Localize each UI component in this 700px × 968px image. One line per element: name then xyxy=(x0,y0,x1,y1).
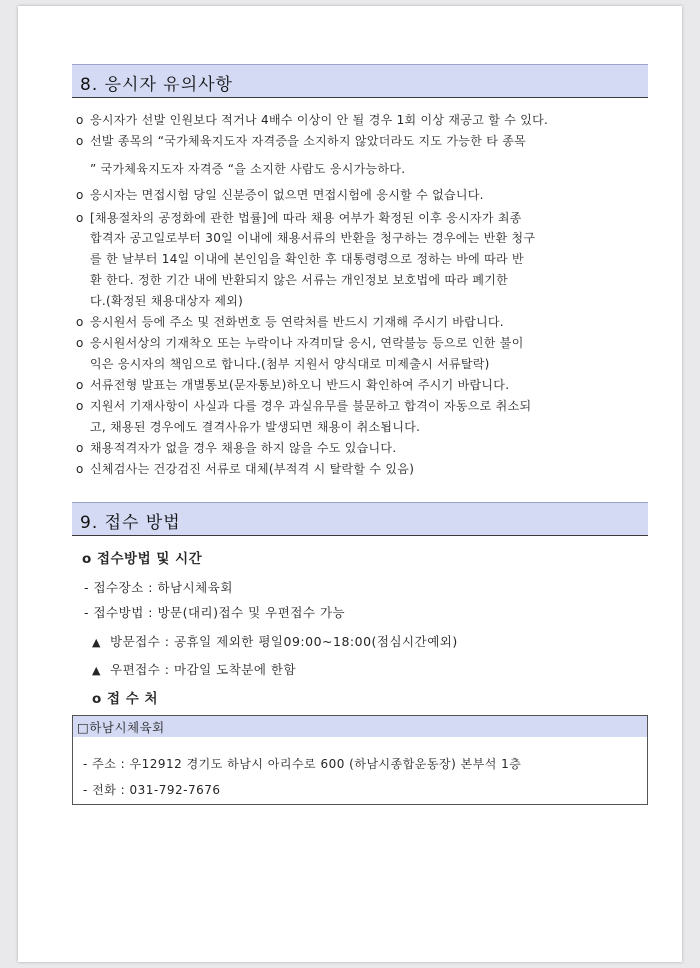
notice-line: o 서류전형 발표는 개별통보(문자통보)하오니 반드시 확인하여 주시기 바랍니다. xyxy=(76,378,510,392)
section-8-header xyxy=(72,64,648,98)
triangle-bullet-icon: ▲ xyxy=(92,636,101,649)
section-8-title: 8. 응시자 유의사항 xyxy=(80,75,233,95)
office-phone: - 전화 : 031-792-7676 xyxy=(83,783,221,797)
notice-line: o 응시원서 등에 주소 및 전화번호 등 연락처를 반드시 기재해 주시기 바랍니다. xyxy=(76,315,504,329)
notice-line: o 지원서 기재사항이 사실과 다를 경우 과실유무를 불문하고 합격이 자동으로 취소되 xyxy=(76,399,532,413)
notice-line: 합격자 공고일로부터 30일 이내에 채용서류의 반환을 청구하는 경우에는 반환 청구 xyxy=(90,231,536,245)
notice-line: o 응시자는 면접시험 당일 신분증이 없으면 면접시험에 응시할 수 없습니다. xyxy=(76,188,484,202)
reception-office-name: □하남시체육회 xyxy=(77,720,165,735)
notice-line: 고, 채용된 경우에도 결격사유가 발생되면 채용이 취소됩니다. xyxy=(90,420,421,434)
notice-line: o 선발 종목의 “국가체육지도자 자격증을 소지하지 않았더라도 지도 가능한 타 종목 xyxy=(76,134,526,148)
reception-office-title-bar xyxy=(73,716,647,737)
notice-line: o 채용적격자가 없을 경우 채용을 하지 않을 수도 있습니다. xyxy=(76,441,397,455)
notice-line: 익은 응시자의 책임으로 합니다.(첨부 지원서 양식대로 미제출시 서류탈락) xyxy=(90,357,490,371)
notice-line: o [채용절차의 공정화에 관한 법률]에 따라 채용 여부가 확정된 이후 응시자가 최종 xyxy=(76,211,522,225)
notice-line: 환 한다. 정한 기간 내에 반환되지 않은 서류는 개인정보 보호법에 따라 폐기한 xyxy=(90,273,509,287)
notice-line: ” 국가체육지도자 자격증 “을 소지한 사람도 응시가능하다. xyxy=(90,162,406,176)
mail-reception: ▲ 우편접수 : 마감일 도착분에 한함 xyxy=(92,659,296,682)
triangle-bullet-icon: ▲ xyxy=(92,664,101,677)
document-page xyxy=(18,6,682,962)
section-9-header xyxy=(72,502,648,536)
office-address: - 주소 : 우12912 경기도 하남시 아리수로 600 (하남시종합운동장) 본부석 1층 xyxy=(83,757,522,771)
reception-place: - 접수장소 : 하남시체육회 xyxy=(84,580,233,595)
notice-line: o 신체검사는 건강검진 서류로 대체(부적격 시 탈락할 수 있음) xyxy=(76,462,415,476)
reception-office-heading: o 접 수 처 xyxy=(92,691,158,707)
reception-method-heading: o 접수방법 및 시간 xyxy=(82,551,203,567)
visit-reception: ▲ 방문접수 : 공휴일 제외한 평일09:00~18:00(점심시간예외) xyxy=(92,631,458,654)
notice-line: 를 한 날부터 14일 이내에 본인임을 확인한 후 대통령령으로 정하는 바에 따라 반 xyxy=(90,252,524,266)
notice-line: o 응시원서상의 기재착오 또는 누락이나 자격미달 응시, 연락불능 등으로 인한 불이 xyxy=(76,336,524,350)
reception-office-box xyxy=(72,715,648,805)
notice-line: o 응시자가 선발 인원보다 적거나 4배수 이상이 안 될 경우 1회 이상 재공고 할 수 있다. xyxy=(76,113,549,127)
section-9-title: 9. 접수 방법 xyxy=(80,513,181,533)
notice-line: 다.(확정된 채용대상자 제외) xyxy=(90,294,244,308)
reception-method: - 접수방법 : 방문(대리)접수 및 우편접수 가능 xyxy=(84,605,346,620)
